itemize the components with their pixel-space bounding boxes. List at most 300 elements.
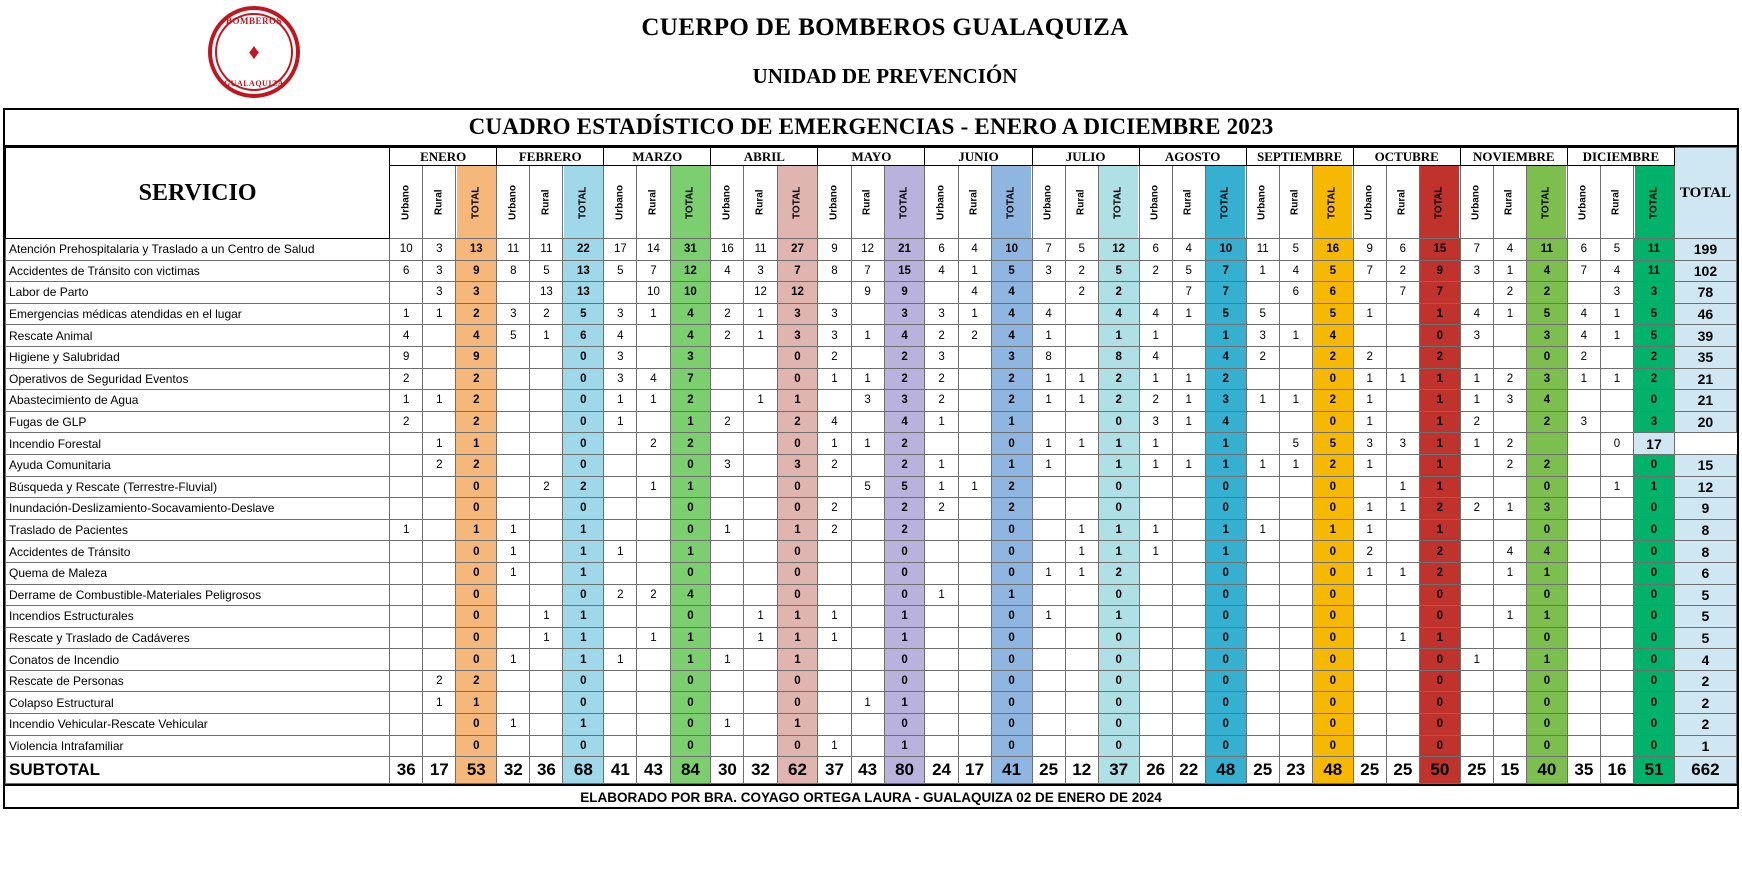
cell-octubre-rural bbox=[1386, 692, 1419, 714]
cell-abril-rural bbox=[744, 692, 777, 714]
cell-agosto-urbano bbox=[1139, 606, 1172, 628]
cell-julio-rural: 2 bbox=[1065, 282, 1098, 304]
cell-mayo-urbano bbox=[818, 282, 851, 304]
cell-enero-rural bbox=[423, 735, 456, 757]
cell-abril-total: 0 bbox=[777, 692, 818, 714]
service-name: Incendio Forestal bbox=[6, 433, 390, 455]
cell-abril-total: 1 bbox=[777, 390, 818, 412]
cell-abril-total: 3 bbox=[777, 303, 818, 325]
cell-enero-rural bbox=[423, 606, 456, 628]
month-header-noviembre: NOVIEMBRE bbox=[1460, 148, 1567, 166]
cell-febrero-urbano bbox=[497, 606, 530, 628]
cell-febrero-rural bbox=[530, 519, 563, 541]
cell-diciembre-rural: 4 bbox=[1600, 260, 1633, 282]
cell-febrero-rural: 5 bbox=[530, 260, 563, 282]
cell-julio-total: 0 bbox=[1098, 649, 1139, 671]
subheader-mayo-total: TOTAL bbox=[884, 166, 925, 239]
cell-febrero-rural bbox=[530, 541, 563, 563]
cell-octubre-total: 7 bbox=[1419, 282, 1460, 304]
cell-octubre-rural: 2 bbox=[1386, 260, 1419, 282]
cell-septiembre-total: 0 bbox=[1312, 368, 1353, 390]
table-row bbox=[6, 606, 1737, 628]
cell-abril-total: 7 bbox=[777, 260, 818, 282]
cell-enero-urbano bbox=[390, 282, 423, 304]
cell-noviembre-urbano bbox=[1460, 692, 1493, 714]
cell-septiembre-total: 0 bbox=[1312, 498, 1353, 520]
cell-enero-rural bbox=[423, 368, 456, 390]
cell-julio-urbano: 4 bbox=[1032, 303, 1065, 325]
cell-diciembre-urbano bbox=[1567, 390, 1600, 412]
cell-abril-rural bbox=[744, 368, 777, 390]
row-total: 21 bbox=[1674, 368, 1736, 390]
cell-junio-rural bbox=[958, 670, 991, 692]
footer-text: ELABORADO POR BRA. COYAGO ORTEGA LAURA - GUALAQUIZA 02 DE ENERO DE 2024 bbox=[580, 790, 1162, 806]
cell-diciembre-total: 0 bbox=[1634, 692, 1675, 714]
cell-marzo-rural: 1 bbox=[637, 390, 670, 412]
month-header-row bbox=[6, 148, 1737, 166]
cell-marzo-urbano bbox=[604, 498, 637, 520]
cell-febrero-rural bbox=[530, 390, 563, 412]
cell-septiembre-total: 0 bbox=[1312, 541, 1353, 563]
cell-febrero-rural bbox=[530, 670, 563, 692]
cell-julio-total: 0 bbox=[1098, 692, 1139, 714]
cell-septiembre-total: 5 bbox=[1312, 303, 1353, 325]
cell-septiembre-rural: 1 bbox=[1279, 390, 1312, 412]
cell-octubre-rural: 7 bbox=[1386, 282, 1419, 304]
cell-agosto-urbano: 6 bbox=[1139, 239, 1172, 261]
cell-agosto-total: 1 bbox=[1205, 519, 1246, 541]
service-name: Labor de Parto bbox=[6, 282, 390, 304]
cell-octubre-total: 2 bbox=[1419, 562, 1460, 584]
cell-mayo-urbano: 3 bbox=[818, 303, 851, 325]
cell-septiembre-rural: 5 bbox=[1279, 433, 1312, 455]
row-total: 8 bbox=[1674, 541, 1736, 563]
cell-julio-urbano bbox=[1032, 411, 1065, 433]
cell-septiembre-rural bbox=[1279, 498, 1312, 520]
cell-febrero-rural bbox=[530, 692, 563, 714]
table-row bbox=[6, 627, 1737, 649]
subheader-septiembre-total: TOTAL bbox=[1312, 166, 1353, 239]
cell-diciembre-total: 0 bbox=[1634, 735, 1675, 757]
cell-junio-urbano: 1 bbox=[925, 454, 958, 476]
cell-noviembre-urbano bbox=[1460, 519, 1493, 541]
month-header-marzo: MARZO bbox=[604, 148, 711, 166]
cell-diciembre-total: 3 bbox=[1634, 411, 1675, 433]
cell-noviembre-rural bbox=[1493, 411, 1526, 433]
cell-diciembre-total: 0 bbox=[1634, 519, 1675, 541]
service-name: Abastecimiento de Agua bbox=[6, 390, 390, 412]
cell-noviembre-rural: 2 bbox=[1493, 454, 1526, 476]
table-row bbox=[6, 584, 1737, 606]
cell-junio-total: 1 bbox=[991, 411, 1032, 433]
cell-septiembre-total: 2 bbox=[1312, 346, 1353, 368]
cell-enero-urbano: 4 bbox=[390, 325, 423, 347]
cell-junio-total: 0 bbox=[991, 541, 1032, 563]
cell-junio-rural bbox=[958, 433, 991, 455]
subtotal-julio-total: 37 bbox=[1098, 757, 1139, 784]
cell-julio-rural bbox=[1065, 498, 1098, 520]
cell-noviembre-urbano bbox=[1460, 346, 1493, 368]
cell-julio-urbano: 3 bbox=[1032, 260, 1065, 282]
cell-agosto-total: 4 bbox=[1205, 411, 1246, 433]
cell-marzo-urbano bbox=[604, 433, 637, 455]
cell-noviembre-urbano bbox=[1460, 584, 1493, 606]
cell-mayo-rural bbox=[851, 670, 884, 692]
subheader-diciembre-urbano: Urbano bbox=[1567, 166, 1600, 239]
cell-febrero-total: 1 bbox=[563, 714, 604, 736]
cell-febrero-total: 1 bbox=[563, 562, 604, 584]
cell-octubre-rural: 1 bbox=[1386, 498, 1419, 520]
logo-container bbox=[0, 6, 328, 98]
cell-diciembre-rural: 1 bbox=[1600, 303, 1633, 325]
cell-mayo-rural bbox=[851, 498, 884, 520]
cell-junio-total: 2 bbox=[991, 368, 1032, 390]
cell-mayo-urbano bbox=[818, 562, 851, 584]
cell-junio-rural bbox=[958, 368, 991, 390]
cell-octubre-urbano bbox=[1353, 476, 1386, 498]
cell-junio-rural bbox=[958, 584, 991, 606]
cell-agosto-rural bbox=[1172, 476, 1205, 498]
cell-junio-rural: 4 bbox=[958, 239, 991, 261]
cell-junio-total: 0 bbox=[991, 562, 1032, 584]
cell-febrero-rural: 1 bbox=[530, 606, 563, 628]
cell-junio-rural: 1 bbox=[958, 260, 991, 282]
cell-julio-total: 0 bbox=[1098, 584, 1139, 606]
fire-department-logo-icon bbox=[208, 6, 300, 98]
cell-abril-urbano bbox=[711, 627, 744, 649]
cell-febrero-total: 1 bbox=[563, 541, 604, 563]
cell-febrero-rural bbox=[530, 562, 563, 584]
cell-enero-rural: 2 bbox=[423, 454, 456, 476]
cell-enero-urbano bbox=[390, 692, 423, 714]
cell-enero-urbano: 2 bbox=[390, 411, 423, 433]
cell-mayo-rural: 1 bbox=[851, 692, 884, 714]
cell-junio-rural: 1 bbox=[958, 303, 991, 325]
subtotal-marzo-rural: 43 bbox=[637, 757, 670, 784]
cell-abril-urbano: 16 bbox=[711, 239, 744, 261]
cell-septiembre-rural: 4 bbox=[1279, 260, 1312, 282]
cell-diciembre-total: 2 bbox=[1634, 346, 1675, 368]
cell-julio-rural bbox=[1065, 325, 1098, 347]
row-total: 5 bbox=[1674, 627, 1736, 649]
row-total: 20 bbox=[1674, 411, 1736, 433]
cell-abril-rural bbox=[744, 670, 777, 692]
cell-abril-urbano: 1 bbox=[711, 519, 744, 541]
cell-octubre-rural bbox=[1386, 411, 1419, 433]
cell-agosto-rural: 1 bbox=[1172, 303, 1205, 325]
cell-agosto-total: 2 bbox=[1205, 368, 1246, 390]
cell-agosto-urbano bbox=[1139, 627, 1172, 649]
cell-mayo-urbano: 2 bbox=[818, 346, 851, 368]
cell-enero-total: 3 bbox=[456, 282, 497, 304]
cell-julio-rural bbox=[1065, 476, 1098, 498]
cell-noviembre-urbano bbox=[1460, 541, 1493, 563]
table-row bbox=[6, 649, 1737, 671]
cell-septiembre-urbano bbox=[1246, 584, 1279, 606]
cell-septiembre-urbano bbox=[1246, 541, 1279, 563]
cell-agosto-urbano: 1 bbox=[1139, 454, 1172, 476]
cell-marzo-urbano bbox=[604, 714, 637, 736]
cell-mayo-urbano bbox=[818, 692, 851, 714]
subheader-agosto-urbano: Urbano bbox=[1139, 166, 1172, 239]
cell-febrero-total: 13 bbox=[563, 282, 604, 304]
cell-enero-total: 0 bbox=[456, 714, 497, 736]
subtotal-enero-urbano: 36 bbox=[390, 757, 423, 784]
cell-diciembre-rural bbox=[1600, 498, 1633, 520]
cell-septiembre-total: 0 bbox=[1312, 562, 1353, 584]
cell-diciembre-urbano: 4 bbox=[1567, 303, 1600, 325]
cell-enero-urbano bbox=[390, 649, 423, 671]
cell-agosto-total: 1 bbox=[1205, 454, 1246, 476]
service-name: Accidentes de Tránsito con victimas bbox=[6, 260, 390, 282]
cell-diciembre-urbano bbox=[1567, 692, 1600, 714]
cell-mayo-urbano: 1 bbox=[818, 606, 851, 628]
row-total: 5 bbox=[1674, 606, 1736, 628]
cell-septiembre-total: 0 bbox=[1312, 714, 1353, 736]
cell-abril-urbano bbox=[711, 584, 744, 606]
cell-junio-total: 0 bbox=[991, 670, 1032, 692]
row-total: 4 bbox=[1674, 649, 1736, 671]
cell-septiembre-urbano: 1 bbox=[1246, 260, 1279, 282]
cell-noviembre-rural bbox=[1493, 649, 1526, 671]
cell-septiembre-rural bbox=[1279, 541, 1312, 563]
cell-marzo-total: 1 bbox=[670, 649, 711, 671]
cell-octubre-total: 1 bbox=[1419, 519, 1460, 541]
cell-mayo-total: 4 bbox=[884, 411, 925, 433]
cell-enero-rural bbox=[423, 519, 456, 541]
row-total: 21 bbox=[1674, 390, 1736, 412]
cell-agosto-total: 0 bbox=[1205, 584, 1246, 606]
cell-junio-total: 0 bbox=[991, 735, 1032, 757]
cell-febrero-total: 13 bbox=[563, 260, 604, 282]
cell-octubre-total: 0 bbox=[1419, 584, 1460, 606]
month-header-abril: ABRIL bbox=[711, 148, 818, 166]
cell-junio-total: 4 bbox=[991, 282, 1032, 304]
cell-marzo-total: 0 bbox=[670, 714, 711, 736]
cell-septiembre-rural bbox=[1279, 649, 1312, 671]
subheader-julio-total: TOTAL bbox=[1098, 166, 1139, 239]
cell-febrero-urbano bbox=[497, 692, 530, 714]
cell-noviembre-urbano bbox=[1460, 627, 1493, 649]
cell-febrero-total: 1 bbox=[563, 606, 604, 628]
cell-marzo-urbano: 5 bbox=[604, 260, 637, 282]
cell-febrero-total: 2 bbox=[563, 476, 604, 498]
cell-febrero-total: 1 bbox=[563, 627, 604, 649]
cell-abril-urbano bbox=[711, 670, 744, 692]
cell-octubre-total: 1 bbox=[1419, 627, 1460, 649]
row-total: 35 bbox=[1674, 346, 1736, 368]
cell-agosto-urbano bbox=[1139, 692, 1172, 714]
subtotal-abril-rural: 32 bbox=[744, 757, 777, 784]
cell-mayo-total: 0 bbox=[884, 584, 925, 606]
cell-agosto-total: 7 bbox=[1205, 282, 1246, 304]
cell-junio-urbano: 1 bbox=[925, 584, 958, 606]
cell-enero-rural bbox=[423, 498, 456, 520]
cell-septiembre-total: 0 bbox=[1312, 606, 1353, 628]
cell-abril-urbano bbox=[711, 562, 744, 584]
service-name: Quema de Maleza bbox=[6, 562, 390, 584]
row-total: 2 bbox=[1674, 714, 1736, 736]
cell-agosto-total: 0 bbox=[1205, 692, 1246, 714]
cell-julio-total: 1 bbox=[1098, 454, 1139, 476]
cell-agosto-urbano bbox=[1139, 476, 1172, 498]
cell-junio-total: 10 bbox=[991, 239, 1032, 261]
cell-marzo-total: 1 bbox=[670, 627, 711, 649]
cell-agosto-rural bbox=[1172, 735, 1205, 757]
cell-agosto-urbano: 2 bbox=[1139, 260, 1172, 282]
cell-enero-total: 13 bbox=[456, 239, 497, 261]
cell-junio-urbano bbox=[925, 519, 958, 541]
cell-diciembre-total: 0 bbox=[1634, 454, 1675, 476]
cell-diciembre-total: 5 bbox=[1634, 303, 1675, 325]
subtotal-marzo-urbano: 41 bbox=[604, 757, 637, 784]
cell-febrero-rural: 2 bbox=[530, 303, 563, 325]
cell-junio-total: 0 bbox=[991, 627, 1032, 649]
cell-enero-urbano bbox=[390, 454, 423, 476]
cell-agosto-rural bbox=[1172, 433, 1205, 455]
service-name: Rescate de Personas bbox=[6, 670, 390, 692]
cell-mayo-rural bbox=[851, 584, 884, 606]
month-header-julio: JULIO bbox=[1032, 148, 1139, 166]
cell-julio-urbano: 1 bbox=[1032, 390, 1065, 412]
cell-octubre-total: 0 bbox=[1419, 735, 1460, 757]
cell-noviembre-rural bbox=[1493, 584, 1526, 606]
cell-mayo-urbano: 3 bbox=[818, 325, 851, 347]
cell-septiembre-urbano bbox=[1246, 670, 1279, 692]
cell-marzo-rural bbox=[637, 411, 670, 433]
row-total: 8 bbox=[1674, 519, 1736, 541]
cell-marzo-urbano: 3 bbox=[604, 346, 637, 368]
row-total: 9 bbox=[1674, 498, 1736, 520]
table-row bbox=[6, 670, 1737, 692]
cell-octubre-urbano: 7 bbox=[1353, 260, 1386, 282]
cell-febrero-urbano: 11 bbox=[497, 239, 530, 261]
cell-julio-total: 12 bbox=[1098, 239, 1139, 261]
cell-febrero-rural: 13 bbox=[530, 282, 563, 304]
cell-diciembre-rural bbox=[1600, 411, 1633, 433]
service-column-header: SERVICIO bbox=[6, 148, 390, 239]
cell-febrero-rural bbox=[530, 714, 563, 736]
cell-septiembre-urbano bbox=[1246, 562, 1279, 584]
cell-junio-rural bbox=[958, 346, 991, 368]
row-total: 5 bbox=[1674, 584, 1736, 606]
cell-noviembre-rural: 1 bbox=[1493, 260, 1526, 282]
organization-title: CUERPO DE BOMBEROS GUALAQUIZA bbox=[641, 14, 1129, 41]
subtotal-agosto-urbano: 26 bbox=[1139, 757, 1172, 784]
subheader-octubre-rural: Rural bbox=[1386, 166, 1419, 239]
logo-top-text: BOMBEROS bbox=[225, 16, 282, 26]
cell-junio-urbano: 2 bbox=[925, 325, 958, 347]
cell-junio-total: 4 bbox=[991, 303, 1032, 325]
cell-noviembre-urbano: 1 bbox=[1460, 433, 1493, 455]
cell-abril-total: 1 bbox=[777, 649, 818, 671]
cell-enero-urbano: 10 bbox=[390, 239, 423, 261]
month-header-diciembre: DICIEMBRE bbox=[1567, 148, 1674, 166]
cell-agosto-urbano: 2 bbox=[1139, 390, 1172, 412]
cell-diciembre-rural bbox=[1600, 670, 1633, 692]
cell-febrero-rural bbox=[530, 735, 563, 757]
cell-marzo-urbano bbox=[604, 627, 637, 649]
cell-julio-total: 2 bbox=[1098, 368, 1139, 390]
cell-enero-rural bbox=[423, 627, 456, 649]
cell-diciembre-total: 11 bbox=[1634, 260, 1675, 282]
cell-mayo-total: 1 bbox=[884, 735, 925, 757]
cell-diciembre-urbano bbox=[1567, 498, 1600, 520]
cell-marzo-urbano bbox=[604, 606, 637, 628]
cell-abril-urbano: 4 bbox=[711, 260, 744, 282]
cell-julio-urbano bbox=[1032, 498, 1065, 520]
cell-septiembre-urbano bbox=[1246, 627, 1279, 649]
cell-febrero-total: 0 bbox=[563, 692, 604, 714]
cell-junio-rural bbox=[958, 606, 991, 628]
cell-julio-rural bbox=[1065, 346, 1098, 368]
cell-junio-urbano: 4 bbox=[925, 260, 958, 282]
cell-septiembre-urbano: 2 bbox=[1246, 346, 1279, 368]
cell-marzo-urbano bbox=[604, 670, 637, 692]
cell-julio-total: 1 bbox=[1098, 519, 1139, 541]
cell-agosto-rural: 1 bbox=[1172, 368, 1205, 390]
cell-agosto-total: 7 bbox=[1205, 260, 1246, 282]
service-name: Fugas de GLP bbox=[6, 411, 390, 433]
cell-febrero-total: 0 bbox=[563, 390, 604, 412]
cell-noviembre-total: 11 bbox=[1526, 239, 1567, 261]
cell-diciembre-urbano bbox=[1567, 282, 1600, 304]
cell-mayo-total: 2 bbox=[884, 433, 925, 455]
cell-febrero-rural: 1 bbox=[530, 325, 563, 347]
cell-febrero-urbano bbox=[497, 476, 530, 498]
emergency-statistics-table bbox=[5, 147, 1737, 784]
cell-febrero-rural bbox=[530, 454, 563, 476]
cell-diciembre-urbano bbox=[1567, 519, 1600, 541]
cell-enero-total: 0 bbox=[456, 649, 497, 671]
cell-enero-rural bbox=[423, 649, 456, 671]
cell-diciembre-total: 2 bbox=[1634, 368, 1675, 390]
cell-octubre-rural: 1 bbox=[1386, 476, 1419, 498]
cell-octubre-urbano bbox=[1353, 692, 1386, 714]
hydrant-icon: ♦ bbox=[248, 39, 260, 64]
cell-octubre-rural bbox=[1386, 303, 1419, 325]
cell-agosto-rural: 1 bbox=[1172, 390, 1205, 412]
cell-septiembre-total: 0 bbox=[1312, 411, 1353, 433]
service-name: Operativos de Seguridad Eventos bbox=[6, 368, 390, 390]
cell-julio-rural bbox=[1065, 303, 1098, 325]
cell-agosto-rural: 7 bbox=[1172, 282, 1205, 304]
cell-marzo-total: 4 bbox=[670, 584, 711, 606]
cell-enero-total: 1 bbox=[456, 433, 497, 455]
table-container bbox=[3, 108, 1739, 809]
subtotal-febrero-rural: 36 bbox=[530, 757, 563, 784]
cell-mayo-urbano: 4 bbox=[818, 411, 851, 433]
cell-octubre-urbano bbox=[1353, 627, 1386, 649]
cell-enero-urbano bbox=[390, 584, 423, 606]
cell-abril-urbano: 1 bbox=[711, 714, 744, 736]
cell-julio-urbano: 1 bbox=[1032, 454, 1065, 476]
cell-octubre-rural bbox=[1386, 606, 1419, 628]
cell-noviembre-urbano: 2 bbox=[1460, 411, 1493, 433]
cell-septiembre-rural bbox=[1279, 368, 1312, 390]
cell-noviembre-rural: 1 bbox=[1493, 498, 1526, 520]
cell-agosto-urbano: 1 bbox=[1139, 541, 1172, 563]
cell-octubre-urbano: 1 bbox=[1353, 562, 1386, 584]
cell-enero-urbano bbox=[390, 714, 423, 736]
cell-abril-rural bbox=[744, 346, 777, 368]
cell-junio-total: 0 bbox=[991, 714, 1032, 736]
cell-septiembre-rural bbox=[1279, 411, 1312, 433]
cell-enero-total: 0 bbox=[456, 562, 497, 584]
cell-octubre-urbano bbox=[1353, 606, 1386, 628]
cell-abril-rural bbox=[744, 433, 777, 455]
cell-septiembre-total: 6 bbox=[1312, 282, 1353, 304]
